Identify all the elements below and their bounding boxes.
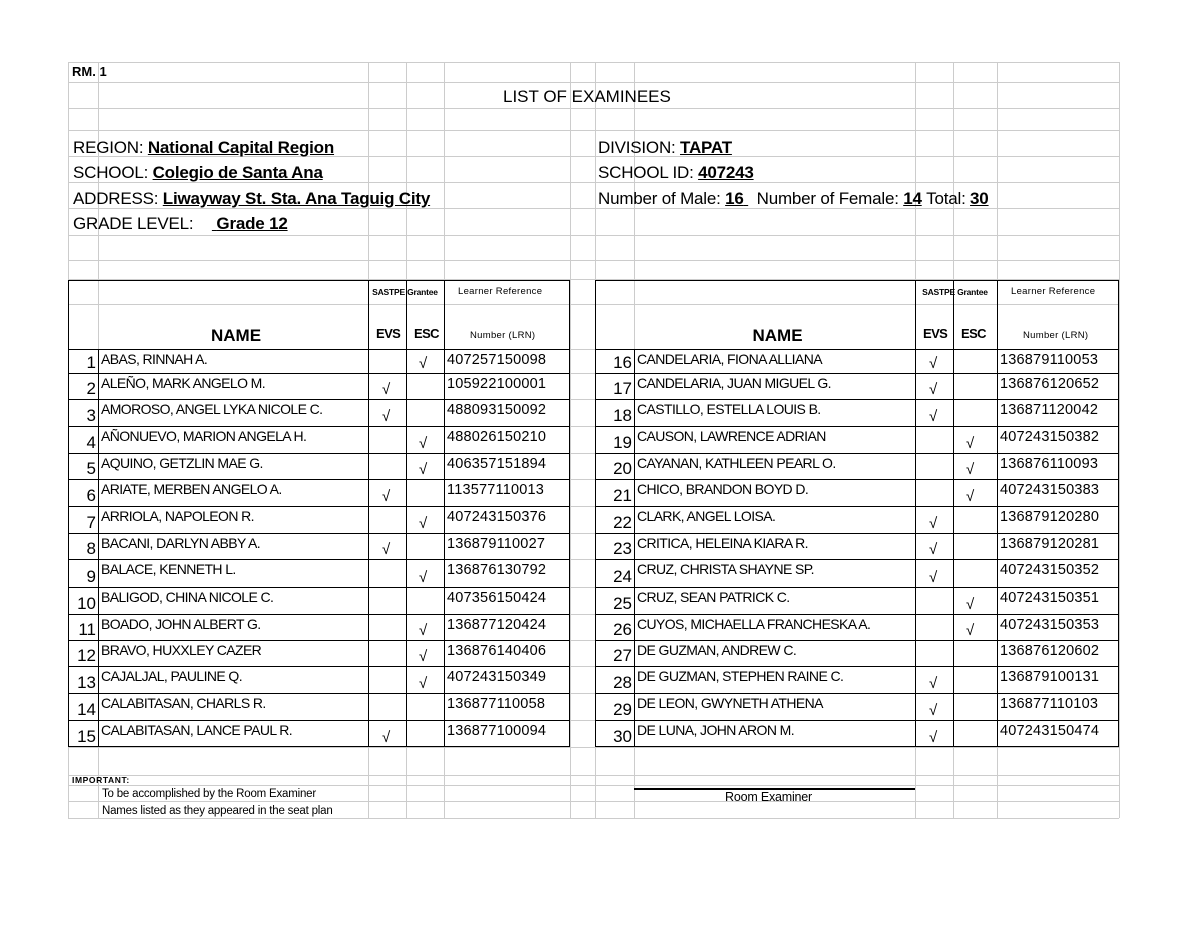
esc-check-mark: √ <box>419 569 428 586</box>
student-name: CRUZ, CHRISTA SHAYNE SP. <box>637 561 814 577</box>
table-column-border <box>368 280 369 747</box>
evs-check-mark: √ <box>382 408 391 425</box>
student-name: BOADO, JOHN ALBERT G. <box>101 616 261 632</box>
table-row-border <box>68 614 570 615</box>
address-label: ADDRESS: <box>73 189 159 208</box>
esc-check-mark: √ <box>966 622 975 639</box>
learner-reference-number: 406357151894 <box>447 456 547 472</box>
learner-reference-number: 136877110103 <box>1000 696 1099 712</box>
total-label: Total: <box>926 189 966 208</box>
learner-reference-number: 136871120042 <box>1000 402 1099 418</box>
column-header-name: NAME <box>211 326 262 345</box>
gridline-horizontal <box>68 785 1119 786</box>
row-number: 5 <box>86 459 96 478</box>
table-row-border <box>68 506 570 507</box>
evs-check-mark: √ <box>382 488 391 505</box>
table-column-border <box>953 280 954 747</box>
form-code: RM. 1 <box>72 64 107 79</box>
learner-reference-number: 136876120602 <box>1000 643 1100 659</box>
row-number: 23 <box>613 539 632 558</box>
student-name: ABAS, RINNAH A. <box>101 351 208 367</box>
learner-reference-number: 407243150474 <box>1000 723 1100 739</box>
table-row-border <box>68 666 570 667</box>
evs-check-mark: √ <box>929 675 938 692</box>
student-name: ALEÑO, MARK ANGELO M. <box>101 375 265 391</box>
school-value: Colegio de Santa Ana <box>152 163 323 182</box>
gridline-horizontal <box>68 801 1119 802</box>
gridline-horizontal <box>68 235 1119 236</box>
table-row-border <box>595 587 1119 588</box>
evs-check-mark: √ <box>929 355 938 372</box>
row-number: 30 <box>613 727 632 746</box>
student-name: CALABITASAN, CHARLS R. <box>101 695 266 711</box>
learner-reference-number: 136877100094 <box>447 723 547 739</box>
row-number: 15 <box>77 727 96 746</box>
table-column-border <box>406 280 407 747</box>
gridline-vertical <box>570 62 571 818</box>
table-row-border <box>595 614 1119 615</box>
region-value: National Capital Region <box>147 138 335 157</box>
gridline-horizontal <box>68 182 1119 183</box>
column-header-grantee: SASTPE Grantee <box>922 288 988 297</box>
table-row-border <box>595 506 1119 507</box>
table-row-border <box>595 666 1119 667</box>
column-header-evs: EVS <box>923 326 948 341</box>
male-value: 16 <box>725 189 744 208</box>
learner-reference-number: 136876130792 <box>447 562 547 578</box>
esc-check-mark: √ <box>419 355 428 372</box>
learner-reference-number: 407243150383 <box>1000 482 1100 498</box>
note-room-examiner: To be accomplished by the Room Examiner <box>102 788 317 800</box>
esc-check-mark: √ <box>966 461 975 478</box>
form-title: LIST OF EXAMINEES <box>503 87 671 106</box>
table-column-border <box>98 349 99 747</box>
gridline-horizontal <box>68 775 1119 776</box>
learner-reference-number: 113577110013 <box>447 482 545 498</box>
table-row-border <box>595 640 1119 641</box>
table-column-border <box>997 280 998 747</box>
gridline-horizontal <box>68 208 1119 209</box>
learner-reference-number: 136876140406 <box>447 643 547 659</box>
grade-value: Grade 12 <box>216 214 288 233</box>
row-number: 21 <box>613 486 632 505</box>
gridline-horizontal <box>68 747 1119 748</box>
row-number: 25 <box>613 594 632 613</box>
counts-field <box>598 190 989 208</box>
student-name: BALACE, KENNETH L. <box>101 561 236 577</box>
row-number: 3 <box>86 406 96 425</box>
student-name: DE GUZMAN, STEPHEN RAINE C. <box>637 668 844 684</box>
table-row-border <box>68 373 570 374</box>
gridline-horizontal <box>68 108 1119 109</box>
evs-check-mark: √ <box>929 408 938 425</box>
student-name: AMOROSO, ANGEL LYKA NICOLE C. <box>101 401 323 417</box>
table-header-border <box>68 349 570 350</box>
grade-label: GRADE LEVEL: <box>73 214 194 233</box>
row-number: 14 <box>77 700 96 719</box>
student-name: CAYANAN, KATHLEEN PEARL O. <box>637 455 836 471</box>
student-name: BRAVO, HUXXLEY CAZER <box>101 642 262 658</box>
learner-reference-number: 136879100131 <box>1000 669 1100 685</box>
grade-field <box>73 215 288 233</box>
gridline-vertical <box>1119 62 1120 818</box>
column-header-lrn-top: Learner Reference <box>458 286 543 297</box>
row-number: 17 <box>613 379 632 398</box>
table-row-border <box>595 693 1119 694</box>
student-name: CAJALJAL, PAULINE Q. <box>101 668 243 684</box>
esc-check-mark: √ <box>419 515 428 532</box>
learner-reference-number: 136879110053 <box>1000 352 1099 368</box>
gridline-horizontal <box>68 818 1119 819</box>
learner-reference-number: 136877120424 <box>447 617 547 633</box>
learner-reference-number: 407243150382 <box>1000 429 1100 445</box>
male-label: Number of Male: <box>598 189 721 208</box>
row-number: 13 <box>77 673 96 692</box>
table-row-border <box>68 533 570 534</box>
learner-reference-number: 488093150092 <box>447 402 547 418</box>
evs-check-mark: √ <box>929 729 938 746</box>
column-header-grantee: SASTPE Grantee <box>372 288 438 297</box>
row-number: 10 <box>77 594 96 613</box>
gridline-horizontal <box>68 130 1119 131</box>
evs-check-mark: √ <box>929 515 938 532</box>
row-number: 22 <box>613 513 632 532</box>
table-row-border <box>68 559 570 560</box>
student-name: DE LUNA, JOHN ARON M. <box>637 722 794 738</box>
row-number: 2 <box>86 379 96 398</box>
esc-check-mark: √ <box>966 488 975 505</box>
school-id-value: 407243 <box>698 163 754 182</box>
column-header-esc: ESC <box>414 326 439 341</box>
esc-check-mark: √ <box>419 622 428 639</box>
student-name: CLARK, ANGEL LOISA. <box>637 508 776 524</box>
learner-reference-number: 136876120652 <box>1000 376 1100 392</box>
row-number: 9 <box>86 567 96 586</box>
student-name: BALIGOD, CHINA NICOLE C. <box>101 589 274 605</box>
row-number: 12 <box>77 646 96 665</box>
row-number: 18 <box>613 406 632 425</box>
student-name: DE LEON, GWYNETH ATHENA <box>637 695 823 711</box>
table-column-border <box>915 280 916 747</box>
table-row-border <box>595 720 1119 721</box>
row-number: 11 <box>78 620 96 639</box>
table-row-border <box>68 587 570 588</box>
school-id-field <box>598 164 754 182</box>
table-column-border <box>444 280 445 747</box>
learner-reference-number: 407243150352 <box>1000 562 1100 578</box>
student-name: CANDELARIA, JUAN MIGUEL G. <box>637 375 831 391</box>
column-header-lrn-bottom: Number (LRN) <box>470 330 536 341</box>
column-header-name: NAME <box>752 326 803 345</box>
learner-reference-number: 105922100001 <box>447 376 547 392</box>
division-label: DIVISION: <box>598 138 676 157</box>
table-row-border <box>68 426 570 427</box>
row-number: 1 <box>86 353 96 372</box>
table-row-border <box>595 399 1119 400</box>
division-value: TAPAT <box>680 138 732 157</box>
table-row-border <box>68 640 570 641</box>
student-name: CRUZ, SEAN PATRICK C. <box>637 589 790 605</box>
row-number: 6 <box>86 486 96 505</box>
row-number: 28 <box>613 673 632 692</box>
room-examiner-label: Room Examiner <box>725 790 813 804</box>
student-name: ARRIOLA, NAPOLEON R. <box>101 508 254 524</box>
gridline-horizontal <box>68 82 1119 83</box>
evs-check-mark: √ <box>929 381 938 398</box>
row-number: 24 <box>613 567 632 586</box>
evs-check-mark: √ <box>382 541 391 558</box>
column-header-evs: EVS <box>376 326 401 341</box>
learner-reference-number: 136879110027 <box>447 536 546 552</box>
learner-reference-number: 136879120280 <box>1000 509 1100 525</box>
important-label: IMPORTANT: <box>72 775 130 785</box>
table-row-border <box>68 693 570 694</box>
esc-check-mark: √ <box>419 461 428 478</box>
learner-reference-number: 136879120281 <box>1000 536 1100 552</box>
student-name: AQUINO, GETZLIN MAE G. <box>101 455 263 471</box>
student-name: CUYOS, MICHAELLA FRANCHESKA A. <box>637 616 871 632</box>
table-row-border <box>595 426 1119 427</box>
row-number: 7 <box>86 513 96 532</box>
table-row-border <box>595 479 1119 480</box>
table-row-border <box>68 720 570 721</box>
evs-check-mark: √ <box>382 729 391 746</box>
learner-reference-number: 136877110058 <box>447 696 546 712</box>
student-name: CANDELARIA, FIONA ALLIANA <box>637 351 822 367</box>
total-value: 30 <box>970 189 989 208</box>
address-field <box>73 190 430 208</box>
esc-check-mark: √ <box>419 435 428 452</box>
table-header-border <box>595 349 1119 350</box>
region-label: REGION: <box>73 138 144 157</box>
student-name: CHICO, BRANDON BOYD D. <box>637 481 809 497</box>
row-number: 27 <box>613 646 632 665</box>
learner-reference-number: 407356150424 <box>447 590 547 606</box>
evs-check-mark: √ <box>929 569 938 586</box>
note-seat-plan: Names listed as they appeared in the seat plan <box>102 805 333 817</box>
evs-check-mark: √ <box>382 381 391 398</box>
evs-check-mark: √ <box>929 541 938 558</box>
column-header-lrn-bottom: Number (LRN) <box>1023 330 1089 341</box>
esc-check-mark: √ <box>966 435 975 452</box>
region-field <box>73 139 334 157</box>
table-row-border <box>595 373 1119 374</box>
learner-reference-number: 407243150351 <box>1000 590 1100 606</box>
learner-reference-number: 136876110093 <box>1000 456 1099 472</box>
gridline-horizontal <box>68 260 1119 261</box>
table-row-border <box>68 399 570 400</box>
column-header-lrn-top: Learner Reference <box>1011 286 1096 297</box>
learner-reference-number: 488026150210 <box>447 429 547 445</box>
row-number: 26 <box>613 620 632 639</box>
school-field <box>73 164 323 182</box>
table-column-border <box>634 349 635 747</box>
esc-check-mark: √ <box>419 648 428 665</box>
student-name: CRITICA, HELEINA KIARA R. <box>637 535 808 551</box>
division-field <box>598 139 732 157</box>
row-number: 8 <box>86 539 96 558</box>
row-number: 29 <box>613 700 632 719</box>
student-name: AÑONUEVO, MARION ANGELA H. <box>101 428 307 444</box>
table-row-border <box>595 533 1119 534</box>
learner-reference-number: 407257150098 <box>447 352 547 368</box>
row-number: 4 <box>86 433 96 452</box>
school-id-label: SCHOOL ID: <box>598 163 694 182</box>
student-name: DE GUZMAN, ANDREW C. <box>637 642 797 658</box>
student-name: CASTILLO, ESTELLA LOUIS B. <box>637 401 821 417</box>
table-row-border <box>595 559 1119 560</box>
female-label: Number of Female: <box>756 189 899 208</box>
learner-reference-number: 407243150353 <box>1000 617 1100 633</box>
address-value: Liwayway St. Sta. Ana Taguig City <box>162 189 431 208</box>
table-row-border <box>68 453 570 454</box>
student-name: CALABITASAN, LANCE PAUL R. <box>101 722 293 738</box>
gridline-horizontal <box>68 62 1119 63</box>
esc-check-mark: √ <box>419 675 428 692</box>
esc-check-mark: √ <box>966 596 975 613</box>
female-value: 14 <box>903 189 922 208</box>
row-number: 19 <box>613 433 632 452</box>
student-name: CAUSON, LAWRENCE ADRIAN <box>637 428 826 444</box>
school-label: SCHOOL: <box>73 163 149 182</box>
row-number: 16 <box>613 353 632 372</box>
evs-check-mark: √ <box>929 702 938 719</box>
table-row-border <box>595 453 1119 454</box>
table-row-border <box>68 479 570 480</box>
student-name: ARIATE, MERBEN ANGELO A. <box>101 481 282 497</box>
row-number: 20 <box>613 459 632 478</box>
student-name: BACANI, DARLYN ABBY A. <box>101 535 261 551</box>
learner-reference-number: 407243150376 <box>447 509 547 525</box>
column-header-esc: ESC <box>961 326 986 341</box>
learner-reference-number: 407243150349 <box>447 669 547 685</box>
